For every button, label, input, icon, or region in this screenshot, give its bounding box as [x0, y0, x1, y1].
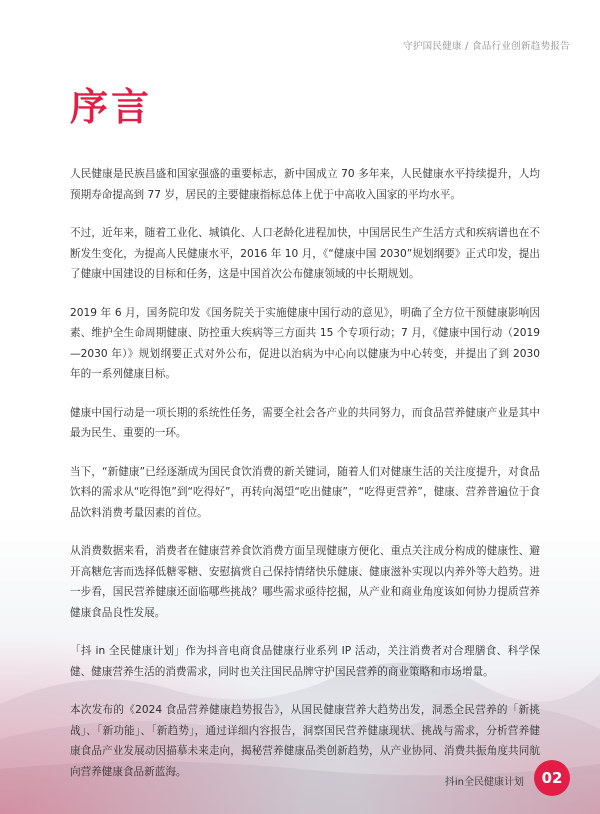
preface-body [70, 164, 540, 800]
page-number-badge: 02 [534, 760, 570, 796]
page-title: 序言 [70, 85, 153, 129]
paragraph: 当下，“新健康”已经逐渐成为国民食饮消费的新关键词，随着人们对健康生活的关注度提升，对食品饮料的需求从“吃得饱”到“吃得好”，再转向渴望“吃出健康”，“吃得更营养”，健康、营养普遍位于食品饮料消费考量因素的首位。 [70, 465, 540, 519]
paragraph: 本次发布的《2024 食品营养健康趋势报告》，从国民健康营养大趋势出发，洞悉全民营养的「新挑战」、「新功能」、「新趋势」，通过详细内容报告，洞察国民营养健康现状、挑战与需求，分析营养健康食品产业发展动因描摹未来走向，揭秘营养健康品类创新趋势，从产业协同、消费共振角度共同航向营养健康食品新蓝海。 [70, 704, 540, 778]
paragraph: 不过，近年来，随着工业化、城镇化、人口老龄化进程加快，中国居民生产生活方式和疾病谱也在不断发生变化，为提高人民健康水平，2016 年 10 月，《“健康中国 2030”规划纲要》正式印发，提出了健康中国建设的目标和任务，这是中国首次公布健康领域的中长期规划。 [70, 227, 540, 280]
paragraph: 从消费数据来看，消费者在健康营养食饮消费方面呈现健康方便化、重点关注成分构成的健康性、避开高糖危害而选择低糖零糖、安慰搞赏自己保持情绪快乐健康、健康滋补实现以内养外等大趋势。进一步看，国民营养健康还面临哪些挑战？哪些需求亟待挖掘，从产业和商业角度该如何协力提质营养健康食品良性发展。 [70, 545, 540, 619]
paragraph: 「抖 in 全民健康计划」作为抖音电商食品健康行业系列 IP 活动，关注消费者对合理膳食、科学保健、健康营养生活的消费需求，同时也关注国民品牌守护国民营养的商业策略和市场增量。 [70, 645, 540, 678]
paragraph: 健康中国行动是一项长期的系统性任务，需要全社会各产业的共同努力，而食品营养健康产业是其中最为民生、重要的一环。 [70, 406, 540, 439]
paragraph: 人民健康是民族昌盛和国家强盛的重要标志，新中国成立 70 多年来，人民健康水平持续提升，人均预期寿命提高到 77 岁，居民的主要健康指标总体上优于中高收入国家的平均水平。 [70, 168, 540, 201]
paragraph: 2019 年 6 月，国务院印发《国务院关于实施健康中国行动的意见》，明确了全方位干预健康影响因素、维护全生命周期健康、防控重大疾病等三方面共 15 个专项行动；7 月，《健康中国行动（2019—2030 年）》规划纲要正式对外公布，促进以治病为中心向以健康为中心转变，并提出了到 2030 年的一系列健康目标。 [70, 306, 540, 380]
running-header: 守护国民健康 / 食品行业创新趋势报告 [403, 41, 570, 52]
footer-brand-label: 抖in全民健康计划 [444, 777, 524, 788]
